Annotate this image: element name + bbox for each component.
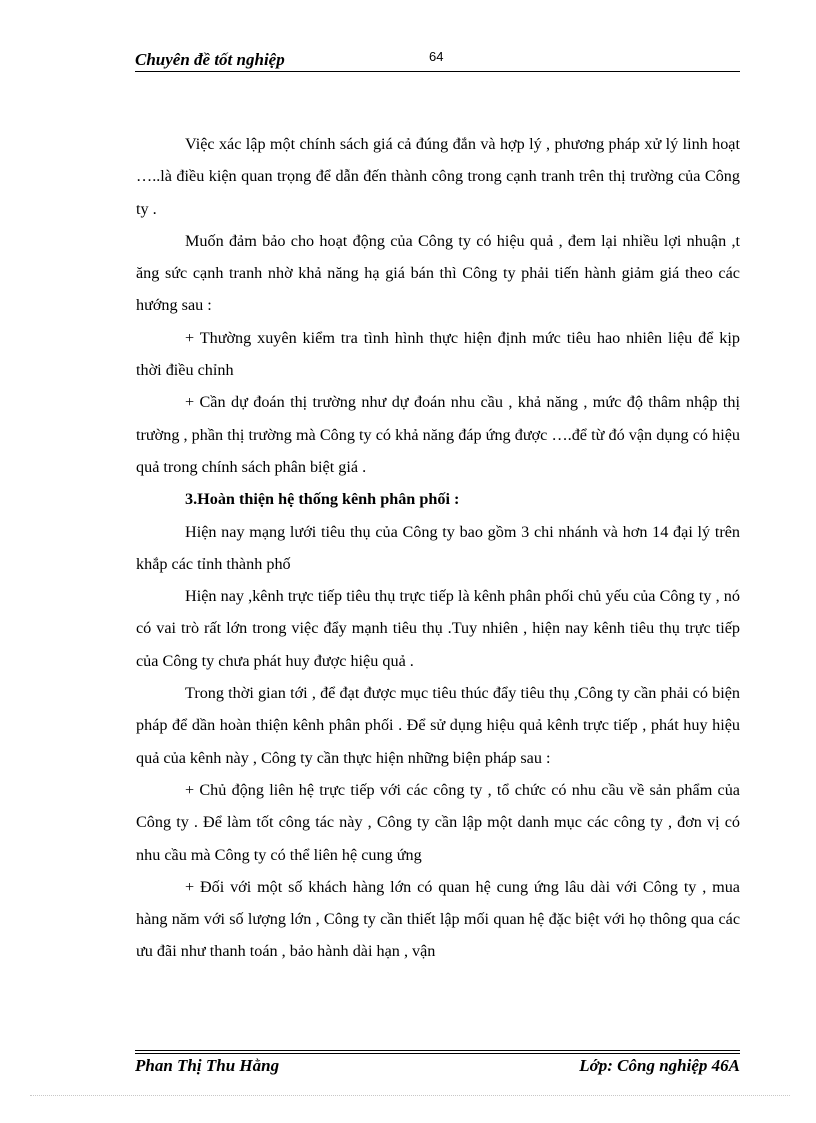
paragraph: Việc xác lập một chính sách giá cả đúng đắn và hợp lý , phương pháp xử lý linh hoạt …..là điều kiện quan trọng để dẫn đến thành công trong cạnh tranh trên thị trường của Công ty . bbox=[136, 135, 740, 218]
paragraph: + Thường xuyên kiểm tra tình hình thực hiện định mức tiêu hao nhiên liệu để kịp thời điều chỉnh bbox=[136, 328, 740, 380]
paragraph: Trong thời gian tới , để đạt được mục tiêu thúc đẩy tiêu thụ ,Công ty cần phải có biện pháp để dần hoàn thiện kênh phân phối . Để sử dụng hiệu quả kênh trực tiếp , phát huy hiệu quả của kênh này , Công ty cần thực hiện những biện pháp sau : bbox=[136, 684, 740, 767]
page-number: 64 bbox=[429, 49, 444, 64]
header-title: Chuyên đề tốt nghiệp bbox=[135, 50, 285, 69]
page-header bbox=[135, 46, 740, 72]
paragraph: Muốn đảm bảo cho hoạt động của Công ty có hiệu quả , đem lại nhiều lợi nhuận ,t ăng sức cạnh tranh nhờ khả năng hạ giá bán thì Công ty phải tiến hành giảm giá theo các hướng sau : bbox=[136, 231, 740, 315]
header-divider bbox=[135, 71, 740, 72]
paragraph: + Cần dự đoán thị trường như dự đoán nhu cầu , khả năng , mức độ thâm nhập thị trường , phần thị trường mà Công ty có khả năng đáp ứng được ….để từ đó vận dụng có hiệu quả trong chính sách phân biệt giá . bbox=[136, 393, 740, 476]
paragraph: + Đối với một số khách hàng lớn có quan hệ cung ứng lâu dài với Công ty , mua hàng năm với số lượng lớn , Công ty cần thiết lập mối quan hệ đặc biệt với họ thông qua các ưu đãi như thanh toán , bảo hành dài hạn , vận bbox=[136, 877, 740, 961]
page-edge bbox=[30, 1095, 790, 1096]
footer-divider bbox=[135, 1050, 740, 1051]
section-heading: 3.Hoàn thiện hệ thống kênh phân phối : bbox=[185, 490, 460, 509]
footer-author: Phan Thị Thu Hằng bbox=[135, 1056, 280, 1075]
paragraph: Hiện nay ,kênh trực tiếp tiêu thụ trực tiếp là kênh phân phối chủ yếu của Công ty , nó có vai trò rất lớn trong việc đẩy mạnh tiêu thụ .Tuy nhiên , hiện nay kênh tiêu thụ trực tiếp của Công ty chưa phát huy được hiệu quả . bbox=[136, 587, 740, 670]
paragraph: Hiện nay mạng lưới tiêu thụ của Công ty bao gồm 3 chi nhánh và hơn 14 đại lý trên khắp các tỉnh thành phố bbox=[136, 522, 740, 573]
footer-class: Lớp: Công nghiệp 46A bbox=[579, 1056, 740, 1075]
paragraph: + Chủ động liên hệ trực tiếp với các công ty , tổ chức có nhu cầu về sản phẩm của Công ty . Để làm tốt công tác này , Công ty cần lập một danh mục các công ty , đơn vị có nhu cầu mà Công ty có thể liên hệ cung ứng bbox=[136, 780, 740, 864]
footer-divider bbox=[135, 1053, 740, 1054]
document-body bbox=[136, 128, 740, 968]
